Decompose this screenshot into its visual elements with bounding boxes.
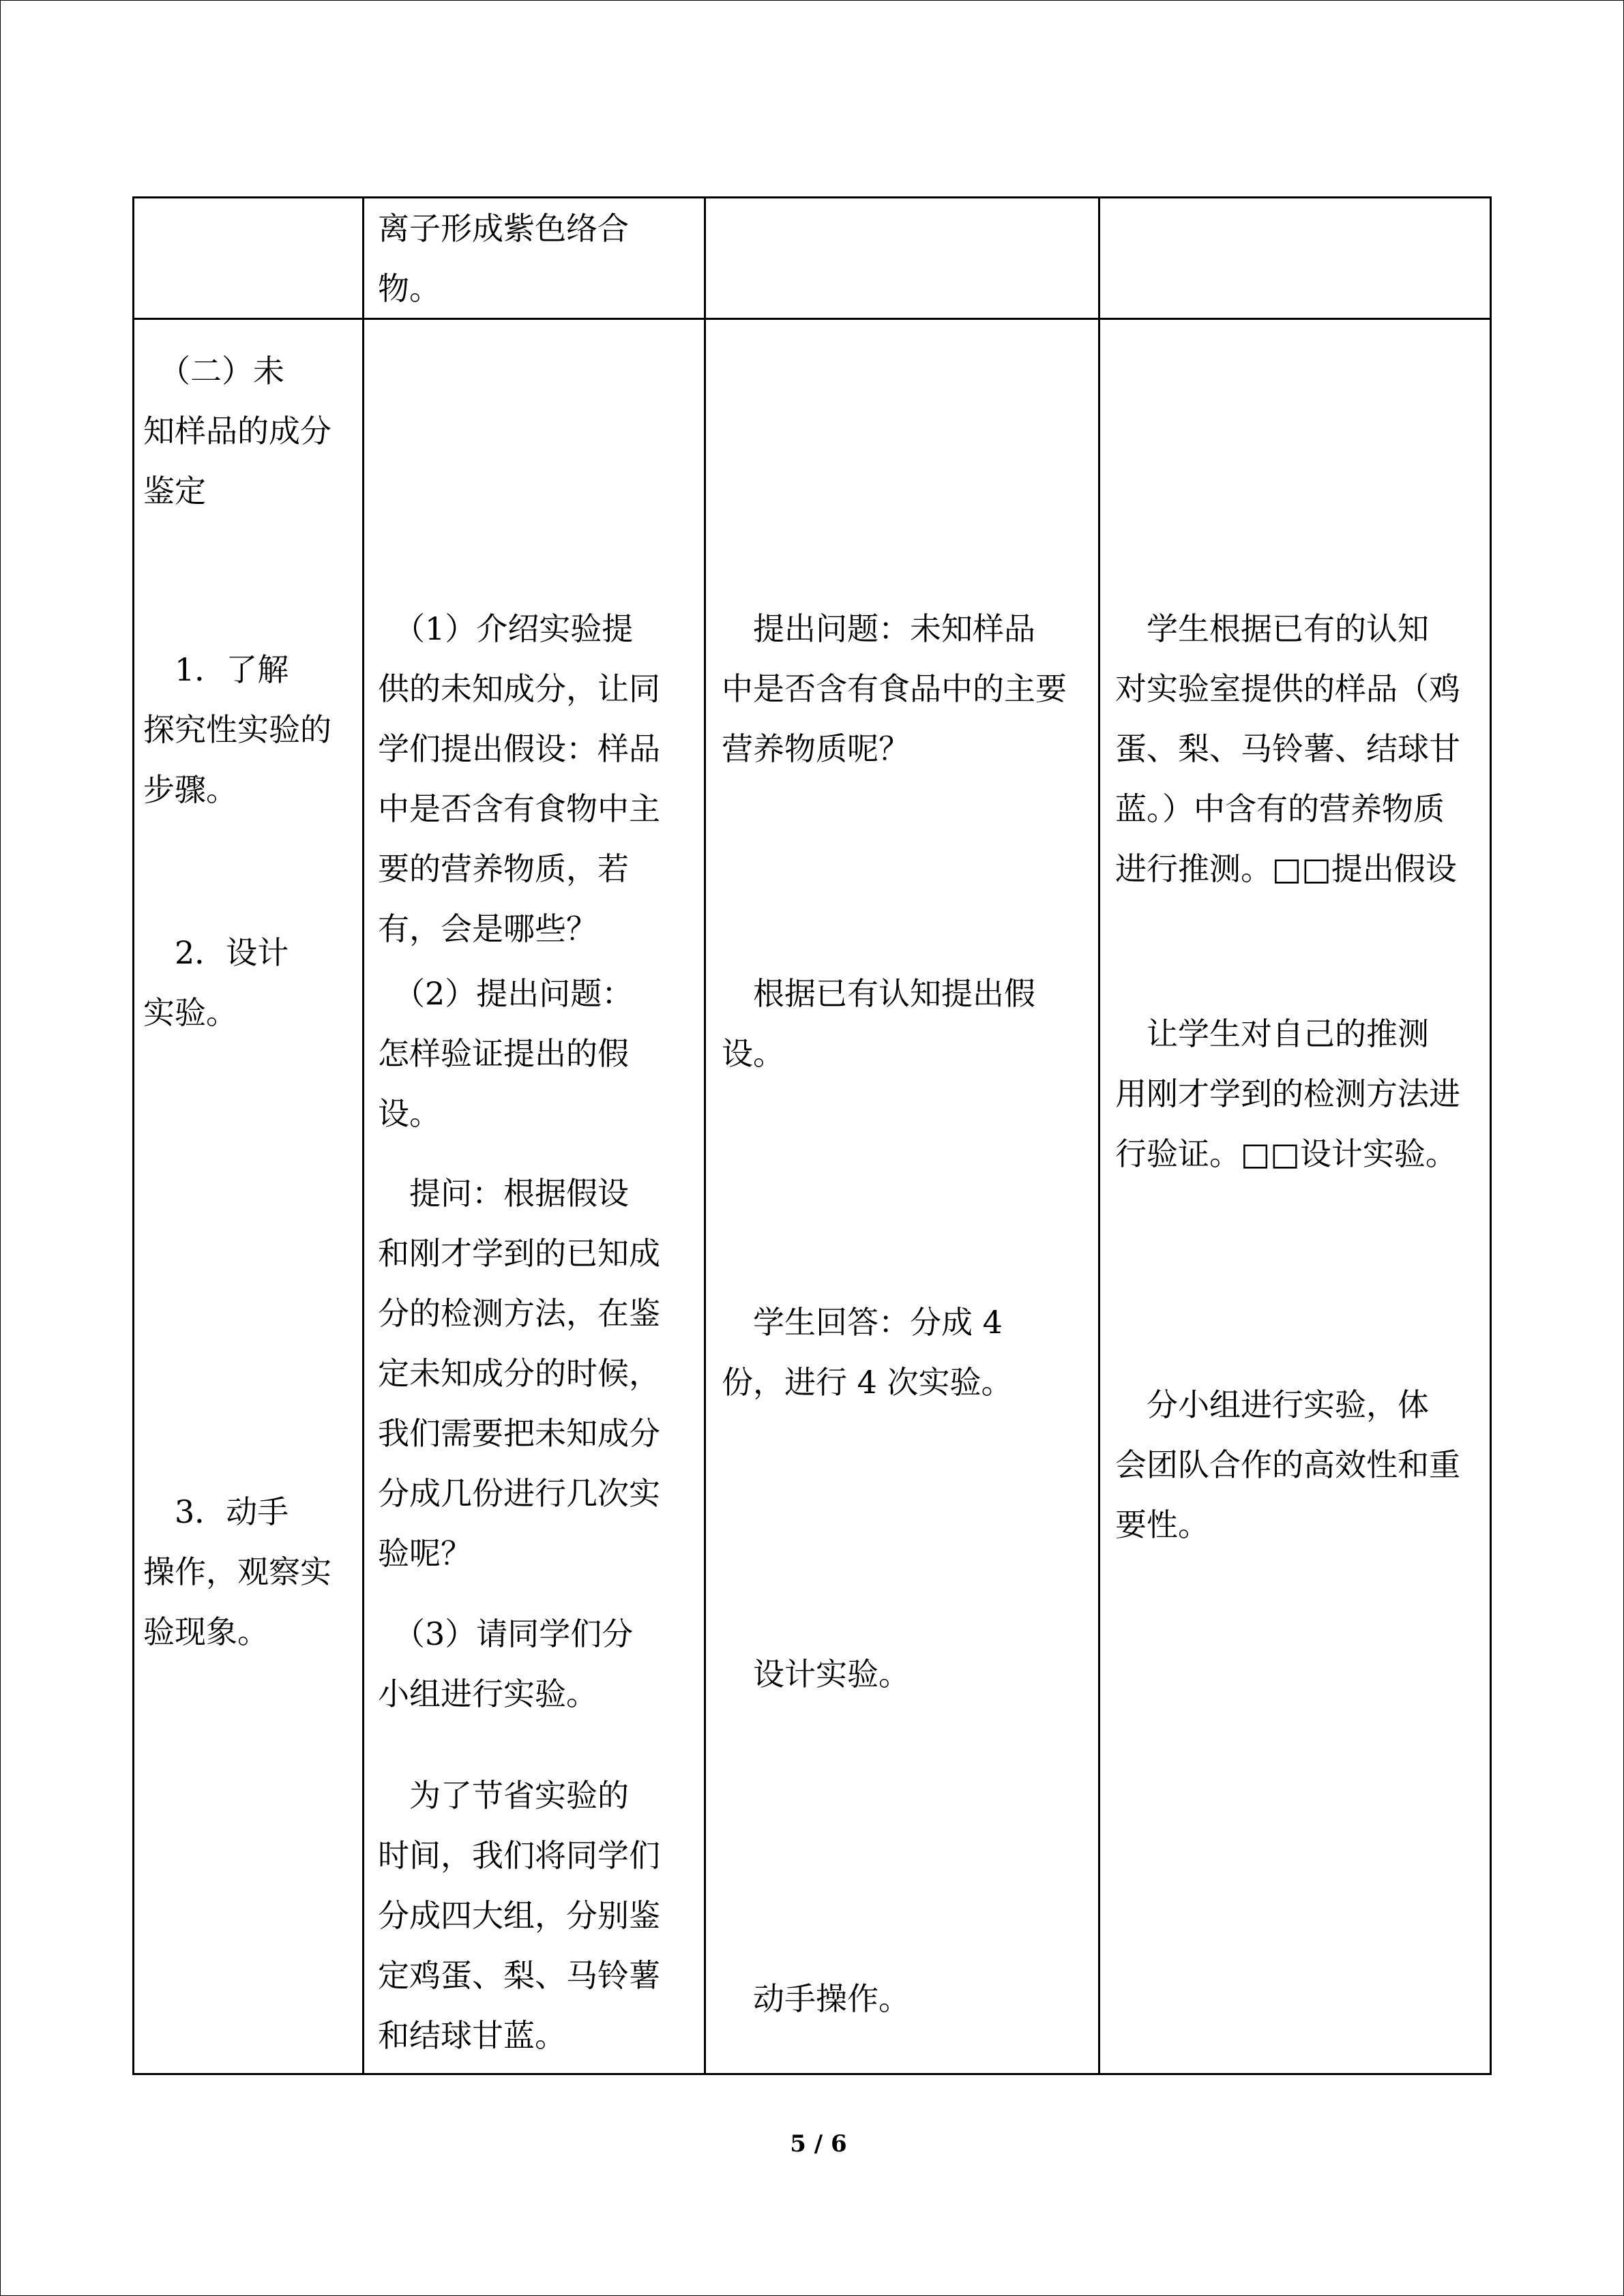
text-line: 步骤。 [143, 771, 237, 808]
table-row-unknown-sample [132, 318, 1492, 2075]
cell-design-intent [1115, 198, 1487, 318]
text-line: 根据已有认知提出假 [722, 975, 1035, 1012]
text-line: 探究性实验的 [143, 711, 331, 748]
teacher-paragraph [378, 1163, 698, 1583]
text-line: （二）未 [143, 353, 284, 389]
text-line: 为了节省实验的 [378, 1777, 629, 1814]
text-line: （3）请同学们分 [378, 1615, 634, 1652]
text-line: 会团队合作的高效性和重 [1115, 1446, 1460, 1483]
text-line: 用刚才学到的检测方法进 [1115, 1075, 1460, 1112]
student-paragraph [722, 1969, 1090, 2029]
teacher-paragraph [378, 599, 698, 959]
text-line: 小组进行实验。 [378, 1675, 597, 1712]
text-line: 供的未知成分，让同 [378, 670, 660, 707]
text-line: 操作，观察实 [143, 1553, 331, 1590]
text-line: 学生回答：分成 4 [722, 1304, 1003, 1341]
text-line: 时间，我们将同学们 [378, 1837, 660, 1874]
text-line: 进行推测。□□提出假设 [1115, 850, 1457, 887]
lesson-plan-table [132, 196, 1492, 2075]
text-line: 实验。 [143, 994, 237, 1031]
text-line: 2．设计 [143, 934, 289, 971]
column-divider [704, 198, 706, 318]
text-line: 让学生对自己的推测 [1115, 1015, 1429, 1052]
cell-content-outline [143, 198, 355, 318]
page-number: 5 / 6 [790, 2130, 847, 2158]
text-line: 份，进行 4 次实验。 [722, 1364, 1013, 1401]
step-item [143, 1482, 355, 1662]
table-row-continued [132, 196, 1492, 320]
cell-teacher-activity [378, 320, 698, 2073]
text-line: 验呢？ [378, 1535, 472, 1572]
text-line: 定鸡蛋、梨、马铃薯 [378, 1957, 660, 1994]
text-line: 知样品的成分 [143, 413, 331, 449]
text-line: 学生根据已有的认知 [1115, 610, 1429, 647]
text-line: 要性。 [1115, 1506, 1209, 1543]
student-paragraph [722, 1292, 1090, 1412]
text-line: 蓝。）中含有的营养物质 [1115, 790, 1445, 827]
text-line: 设计实验。 [722, 1656, 910, 1693]
cell-student-activity [722, 198, 1090, 318]
student-paragraph [722, 964, 1090, 1084]
cell-teacher-activity [378, 198, 698, 318]
text-line: 鉴定 [143, 473, 206, 509]
teacher-paragraph [378, 964, 698, 1144]
teacher-paragraph [378, 1604, 698, 1724]
text-line: 1．了解 [143, 651, 289, 688]
cell-student-activity [722, 320, 1090, 2073]
text-line: 分成四大组，分别鉴 [378, 1897, 660, 1934]
teacher-paragraph [378, 1765, 698, 2066]
student-paragraph [722, 1644, 1090, 1704]
text-line: 对实验室提供的样品（鸡 [1115, 670, 1460, 707]
step-item [143, 640, 355, 820]
text-line: 提问：根据假设 [378, 1175, 629, 1212]
text-line: 物。 [378, 270, 441, 307]
cell-content-outline [143, 320, 355, 2073]
text-line: 中是否含有食物中主 [378, 790, 660, 827]
text-line: 我们需要把未知成分 [378, 1415, 660, 1452]
text-line: 分的检测方法，在鉴 [378, 1295, 660, 1332]
text-line: 设。 [378, 1095, 441, 1132]
text-line: （2）提出问题： [378, 975, 634, 1012]
text-line: 验现象。 [143, 1613, 269, 1650]
text-line: 有，会是哪些？ [378, 910, 597, 947]
text-line: 定未知成分的时候， [378, 1355, 660, 1392]
section-heading [143, 341, 355, 521]
text-line: 怎样验证提出的假 [378, 1035, 629, 1072]
paragraph-continued [378, 198, 698, 318]
column-divider [704, 320, 706, 2073]
text-line: 要的营养物质，若 [378, 850, 629, 887]
text-line: 分成几份进行几次实 [378, 1475, 660, 1512]
text-line: 提出问题：未知样品 [722, 610, 1035, 647]
intent-paragraph [1115, 1375, 1487, 1555]
column-divider [362, 320, 364, 2073]
column-divider [362, 198, 364, 318]
intent-paragraph [1115, 1004, 1487, 1184]
text-line: 和刚才学到的已知成 [378, 1235, 660, 1272]
column-divider [1098, 198, 1100, 318]
text-line: 分小组进行实验，体 [1115, 1386, 1429, 1423]
student-paragraph [722, 599, 1090, 779]
text-line: 3．动手 [143, 1493, 289, 1530]
text-line: 行验证。□□设计实验。 [1115, 1135, 1457, 1172]
text-line: 和结球甘蓝。 [378, 2017, 566, 2054]
text-line: 营养物质呢？ [722, 730, 910, 767]
text-line: （1）介绍实验提 [378, 610, 634, 647]
intent-paragraph [1115, 599, 1487, 899]
text-line: 蛋、梨、马铃薯、结球甘 [1115, 730, 1460, 767]
text-line: 设。 [722, 1035, 784, 1072]
text-line: 动手操作。 [722, 1980, 910, 2017]
text-line: 中是否含有食品中的主要 [722, 670, 1067, 707]
step-item [143, 923, 355, 1043]
text-line: 学们提出假设：样品 [378, 730, 660, 767]
text-line: 离子形成紫色络合 [378, 210, 629, 247]
cell-design-intent [1115, 320, 1487, 2073]
column-divider [1098, 320, 1100, 2073]
